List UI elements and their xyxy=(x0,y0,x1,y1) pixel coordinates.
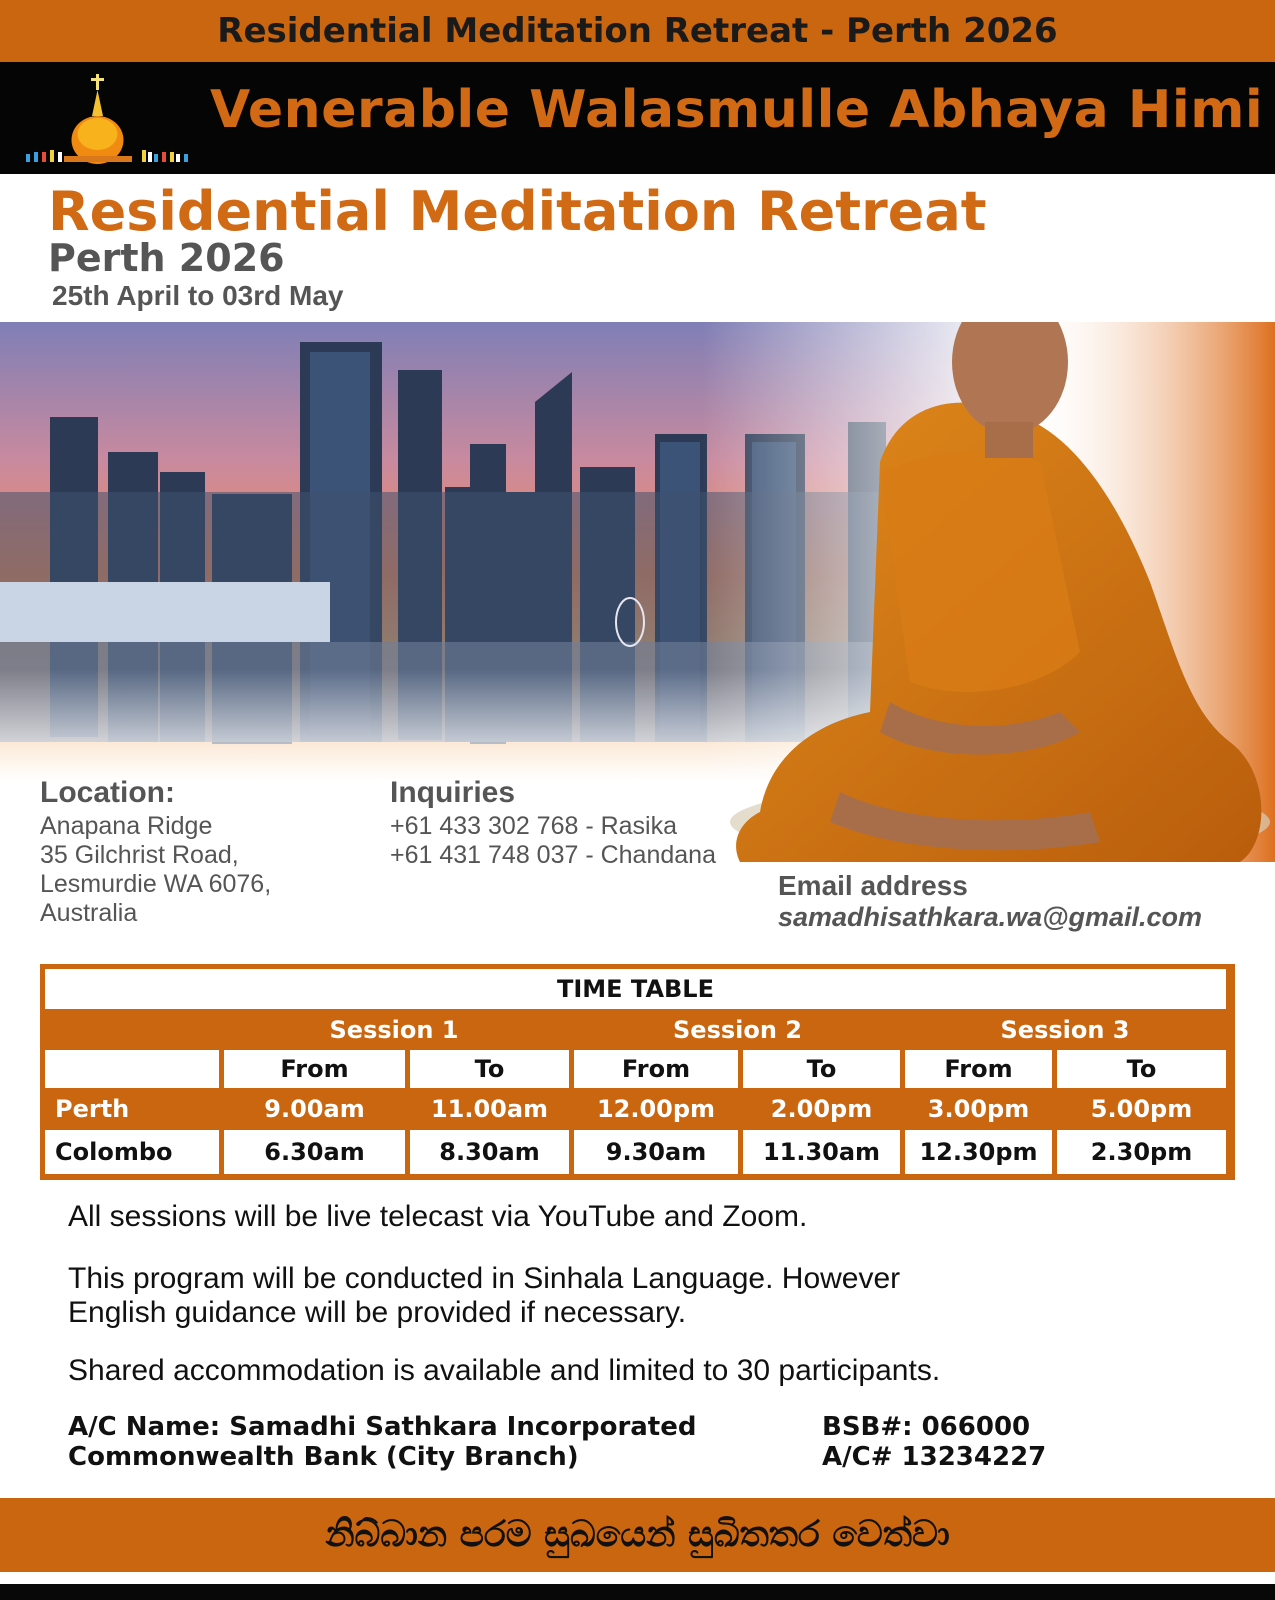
bank-details-right xyxy=(822,1412,1046,1472)
timetable xyxy=(40,964,1235,1180)
inquiries-heading: Inquiries xyxy=(390,776,516,809)
row-city-colombo: Colombo xyxy=(45,1130,219,1174)
table-cell: 9.30am xyxy=(574,1130,738,1174)
teacher-name: Venerable Walasmulle Abhaya Himi xyxy=(210,80,1264,140)
note-language-1: This program will be conducted in Sinhala Language. However xyxy=(68,1262,901,1295)
from-header: From xyxy=(224,1050,405,1088)
to-header: To xyxy=(1057,1050,1226,1088)
bank-name: Commonwealth Bank (City Branch) xyxy=(68,1442,579,1472)
event-subtitle: Perth 2026 xyxy=(48,236,285,280)
table-cell: 8.30am xyxy=(410,1130,569,1174)
from-header: From xyxy=(905,1050,1052,1088)
account-number: A/C# 13234227 xyxy=(822,1442,1047,1472)
table-cell: 6.30am xyxy=(224,1130,405,1174)
table-cell: 2.30pm xyxy=(1057,1130,1226,1174)
table-cell: 5.00pm xyxy=(1090,1095,1193,1123)
table-cell: 12.30pm xyxy=(905,1130,1052,1174)
to-header: To xyxy=(743,1050,900,1088)
session-1-header: Session 1 xyxy=(329,1016,459,1044)
email-block xyxy=(778,870,1202,933)
location-heading: Location: xyxy=(40,776,175,809)
event-title: Residential Meditation Retreat xyxy=(48,180,987,243)
top-banner-text: Residential Meditation Retreat - Perth 2026 xyxy=(217,11,1058,51)
email-address[interactable]: samadhisathkara.wa@gmail.com xyxy=(778,902,1202,932)
stupa-logo-icon xyxy=(14,68,199,168)
row-city-perth: Perth xyxy=(55,1095,130,1123)
note-accommodation: Shared accommodation is available and limited to 30 participants. xyxy=(68,1354,941,1387)
top-banner xyxy=(0,0,1275,62)
email-heading: Email address xyxy=(778,870,968,901)
inquiry-phone-rasika[interactable]: +61 433 302 768 - Rasika xyxy=(390,812,678,840)
inquiry-phone-chandana[interactable]: +61 431 748 037 - Chandana xyxy=(390,841,716,869)
account-name: A/C Name: Samadhi Sathkara Incorporated xyxy=(68,1412,697,1442)
note-telecast: All sessions will be live telecast via YouTube and Zoom. xyxy=(68,1200,808,1233)
location-line: 35 Gilchrist Road, xyxy=(40,841,239,869)
bsb-number: BSB#: 066000 xyxy=(822,1412,1031,1442)
from-header: From xyxy=(574,1050,738,1088)
table-cell: 11.30am xyxy=(743,1130,900,1174)
location-line: Anapana Ridge xyxy=(40,812,213,840)
location-block xyxy=(40,776,271,928)
table-cell: 9.00am xyxy=(264,1095,365,1123)
session-2-header: Session 2 xyxy=(673,1016,802,1044)
blank-header-cell xyxy=(45,1050,219,1088)
location-line: Lesmurdie WA 6076, xyxy=(40,870,272,898)
inquiries-block xyxy=(390,776,716,870)
note-language-2: English guidance will be provided if necessary. xyxy=(68,1296,687,1329)
blessing-bar xyxy=(0,1498,1275,1572)
table-cell: 2.00pm xyxy=(770,1095,873,1123)
table-cell: 12.00pm xyxy=(596,1095,716,1123)
table-cell: 3.00pm xyxy=(927,1095,1030,1123)
teacher-name-bar xyxy=(0,62,1275,174)
bank-details-left xyxy=(68,1412,696,1472)
to-header: To xyxy=(410,1050,569,1088)
table-cell: 11.00am xyxy=(430,1095,549,1123)
location-line: Australia xyxy=(40,899,138,927)
event-dates: 25th April to 03rd May xyxy=(52,280,344,311)
footer-strip xyxy=(0,1584,1275,1600)
session-3-header: Session 3 xyxy=(1000,1016,1130,1044)
timetable-title: TIME TABLE xyxy=(45,969,1226,1009)
blessing-text: නිබ්බාන පරම සුඛයෙන් සුඛිතතර වෙත්වා xyxy=(325,1514,950,1555)
